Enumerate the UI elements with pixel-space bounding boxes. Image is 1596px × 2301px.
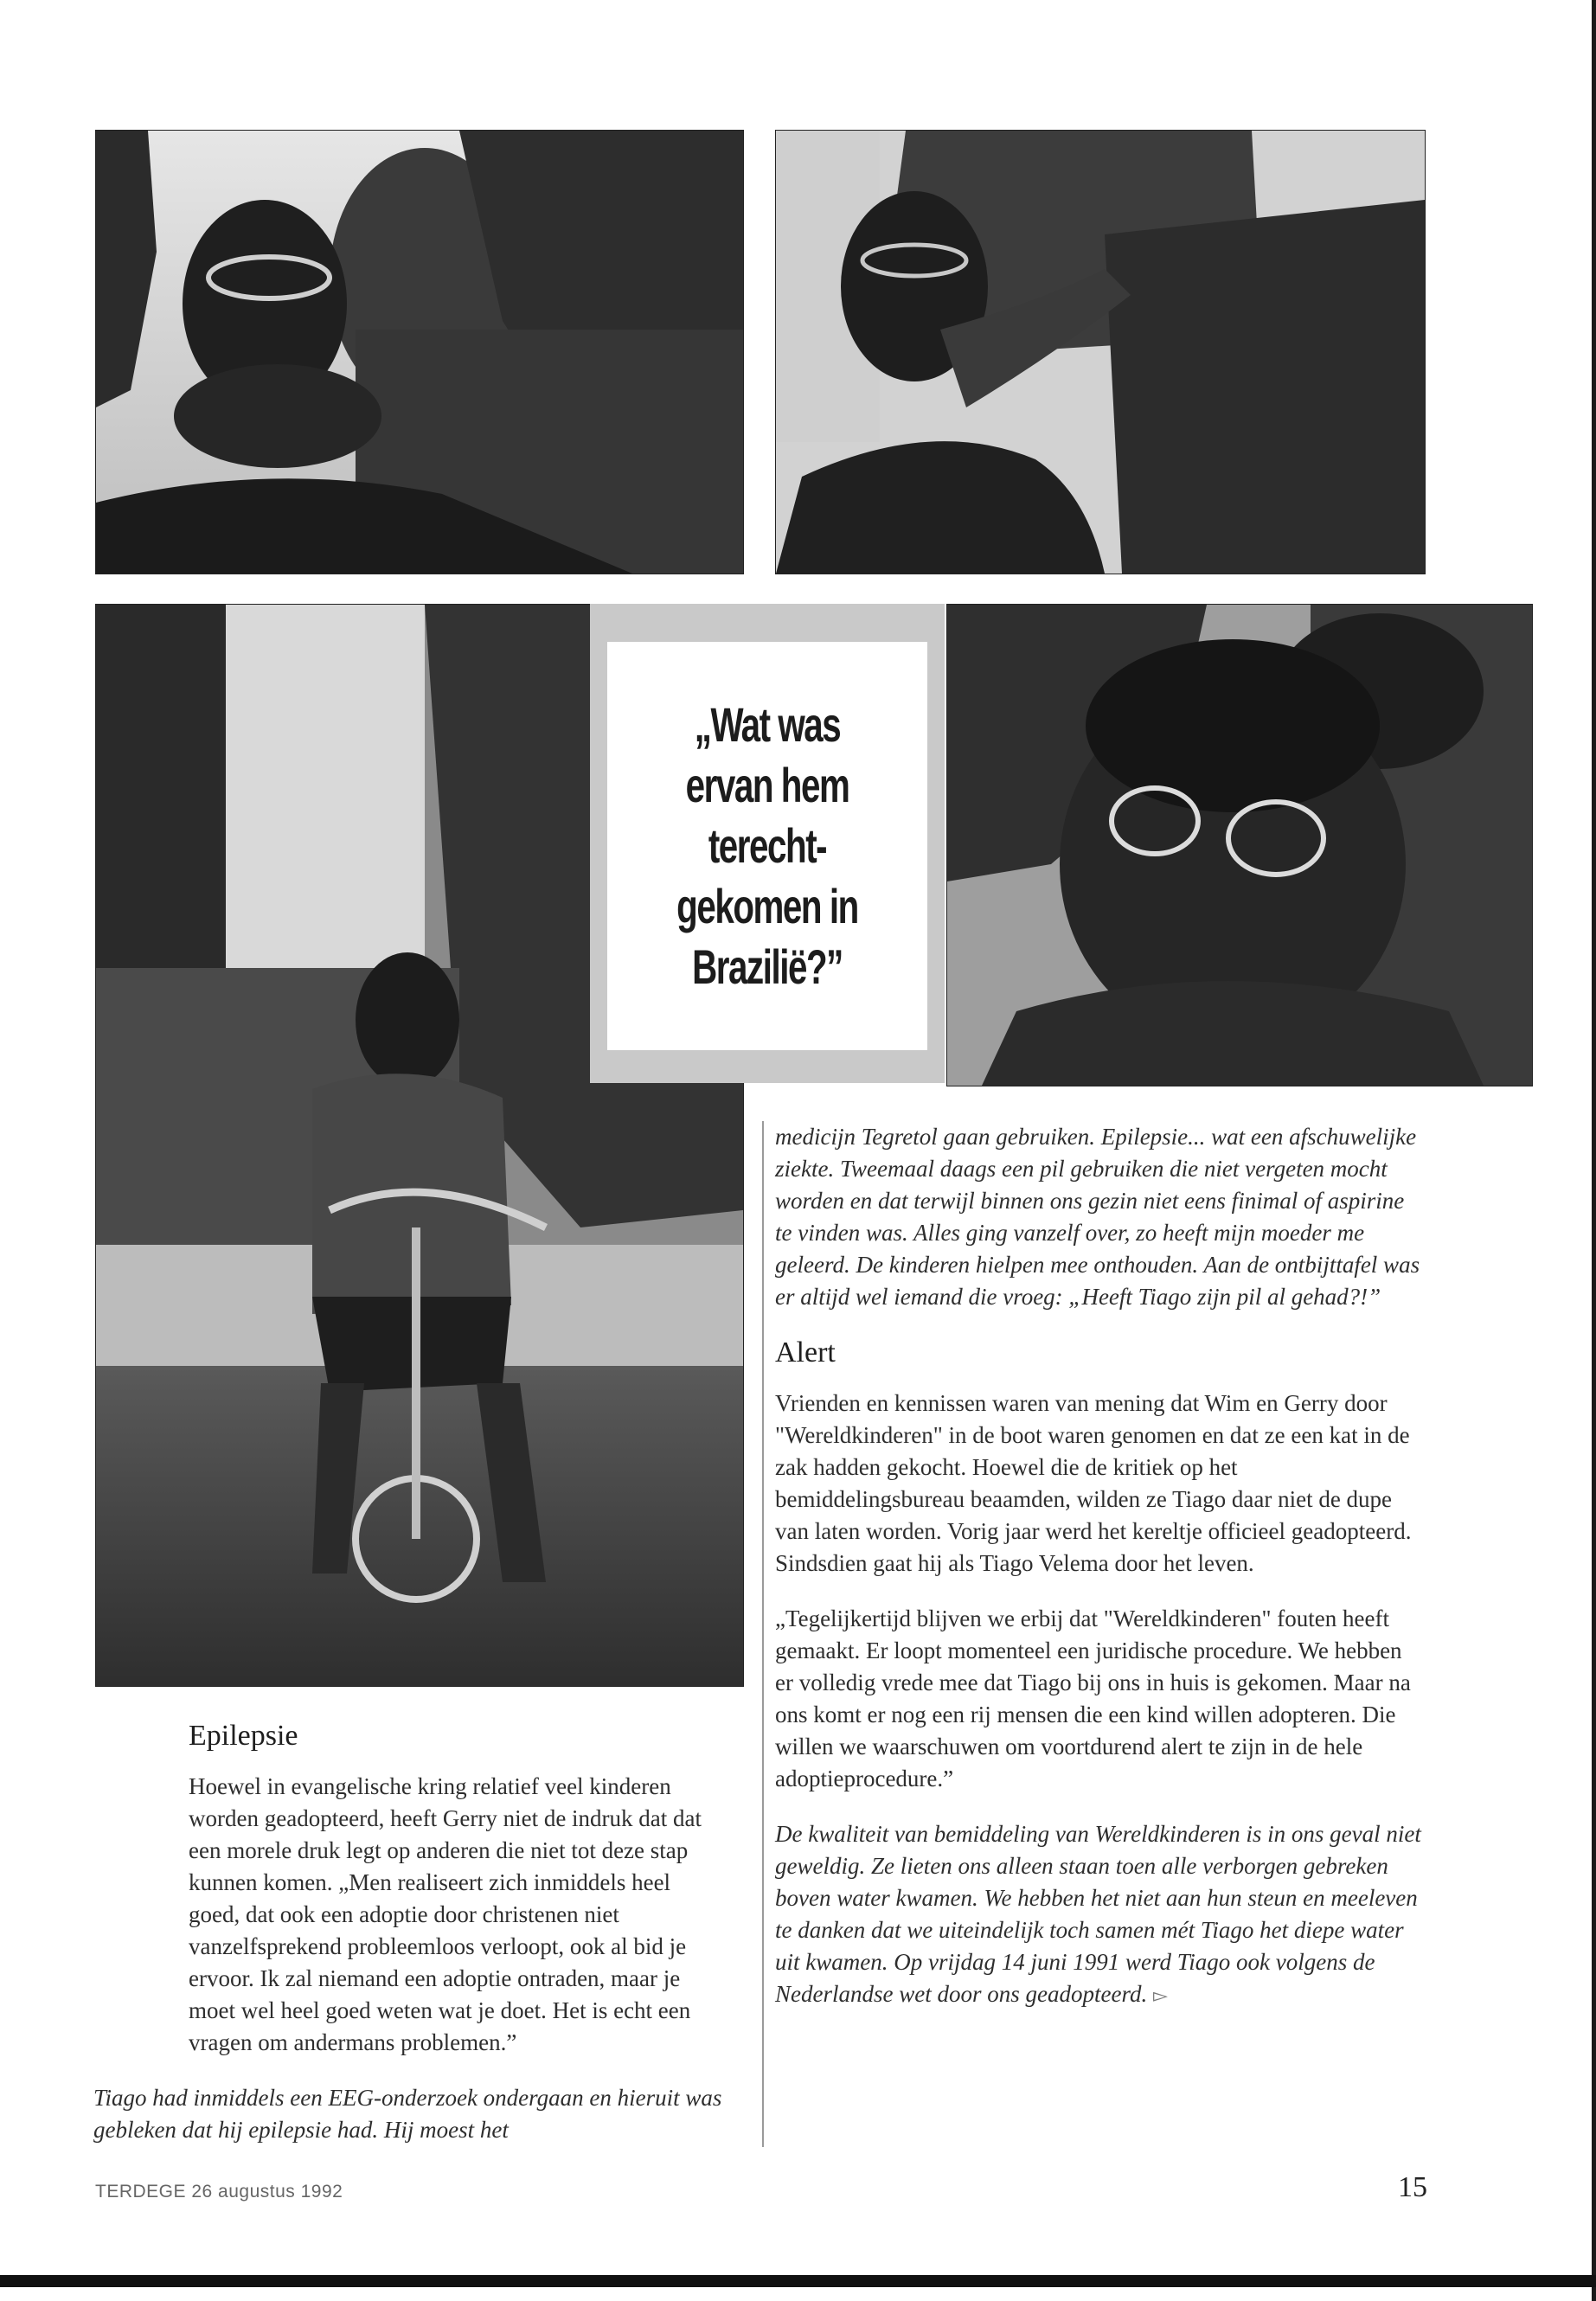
column-divider: [762, 1121, 764, 2147]
pull-quote-panel: [607, 642, 927, 1050]
pull-quote-box: [590, 604, 945, 1083]
section-heading-alert: Alert: [775, 1336, 836, 1368]
footer-publication: TERDEGE 26 augustus 1992: [95, 2182, 343, 2202]
section-heading-epilepsie: Epilepsie: [189, 1720, 298, 1752]
right-paragraph-1: medicijn Tegretol gaan gebruiken. Epilepsie... wat een afschuwelijke ziekte. Tweemaal daags een pil gebruiken die niet vergeten mocht worden en dat terwijl binnen ons gezin niet eens finimal of aspirine te vinden was. Alles ging vanzelf over, zo heeft mijn moeder me geleerd. De kinderen hielpen mee onthouden. Aan de ontbijttafel was er altijd wel iemand die vroeg: „Heeft Tiago zijn pil al gehad?!”: [775, 1124, 1420, 1310]
pull-quote-text: „Wat was ervan hem terecht-gekomen in Brazilië?”: [676, 697, 858, 994]
left-paragraph-2: Tiago had inmiddels een EEG-onderzoek ondergaan en hieruit was gebleken dat hij epilepsie had. Hij moest het: [93, 2085, 722, 2143]
photo-boy-closeup-image: [947, 605, 1532, 1086]
right-paragraph-4: [775, 1818, 1422, 2011]
right-paragraph-4-text: De kwaliteit van bemiddeling van Wereldkinderen is in ons geval niet geweldig. Ze lieten ons alleen staan toen alle verborgen gebreken boven water kwamen. We hebben het niet aan hun steun en meeleven te danken dat we uiteindelijk toch samen mét Tiago het diepe water uit kwamen. Op vrijdag 14 juni 1991 werd Tiago ook volgens de Nederlandse wet door ons geadopteerd.: [775, 1821, 1421, 2007]
photo-boy-hand-gesture-image: [776, 131, 1425, 574]
page-number: 15: [1398, 2171, 1427, 2203]
photo-boy-closeup: [946, 604, 1533, 1086]
scan-edge-bottom: [0, 2275, 1596, 2287]
right-paragraph-2: Vrienden en kennissen waren van mening dat Wim en Gerry door "Wereldkinderen" in de boot waren genomen en dat ze een kat in de zak hadden gekocht. Hoewel die de kritiek op het bemiddelingsbureau beaamden, wilden ze Tiago daar niet de dupe van laten worden. Vorig jaar werd het kereltje officieel geadopteerd. Sindsdien gaat hij als Tiago Velema door het leven.: [775, 1390, 1412, 1576]
photo-boy-hand-gesture: [775, 130, 1426, 574]
scan-edge-right: [1592, 0, 1596, 2301]
right-paragraph-3: „Tegelijkertijd blijven we erbij dat "Wereldkinderen" fouten heeft gemaakt. Er loopt momenteel een juridische procedure. We hebben er volledig vrede mee dat Tiago bij ons in huis is gekomen. Maar na ons komt er nog een rij mensen die een kind willen adopteren. Die willen we waarschuwen om voortdurend alert te zijn in de hele adoptieprocedure.”: [775, 1606, 1411, 1791]
page-top-margin: [0, 0, 1596, 17]
continue-arrow-icon: ▻: [1152, 1984, 1168, 2006]
left-paragraph-1: Hoewel in evangelische kring relatief veel kinderen worden geadopteerd, heeft Gerry niet de indruk dat dat een morele druk legt op anderen die niet tot deze stap kunnen komen. „Men realiseert zich inmiddels heel goed, dat ook een adoptie door christenen niet vanzelfsprekend probleemloos verloopt, ook al bid je ervoor. Ik zal niemand een adoptie ontraden, maar je moet wel heel goed weten wat je doet. Het is echt een vragen om andermans problemen.”: [189, 1773, 702, 2055]
photo-boy-looking-up-image: [96, 131, 743, 574]
article-right-column: [775, 1121, 1422, 2035]
article-left-column: [93, 1720, 725, 2170]
photo-boy-looking-up: [95, 130, 744, 574]
